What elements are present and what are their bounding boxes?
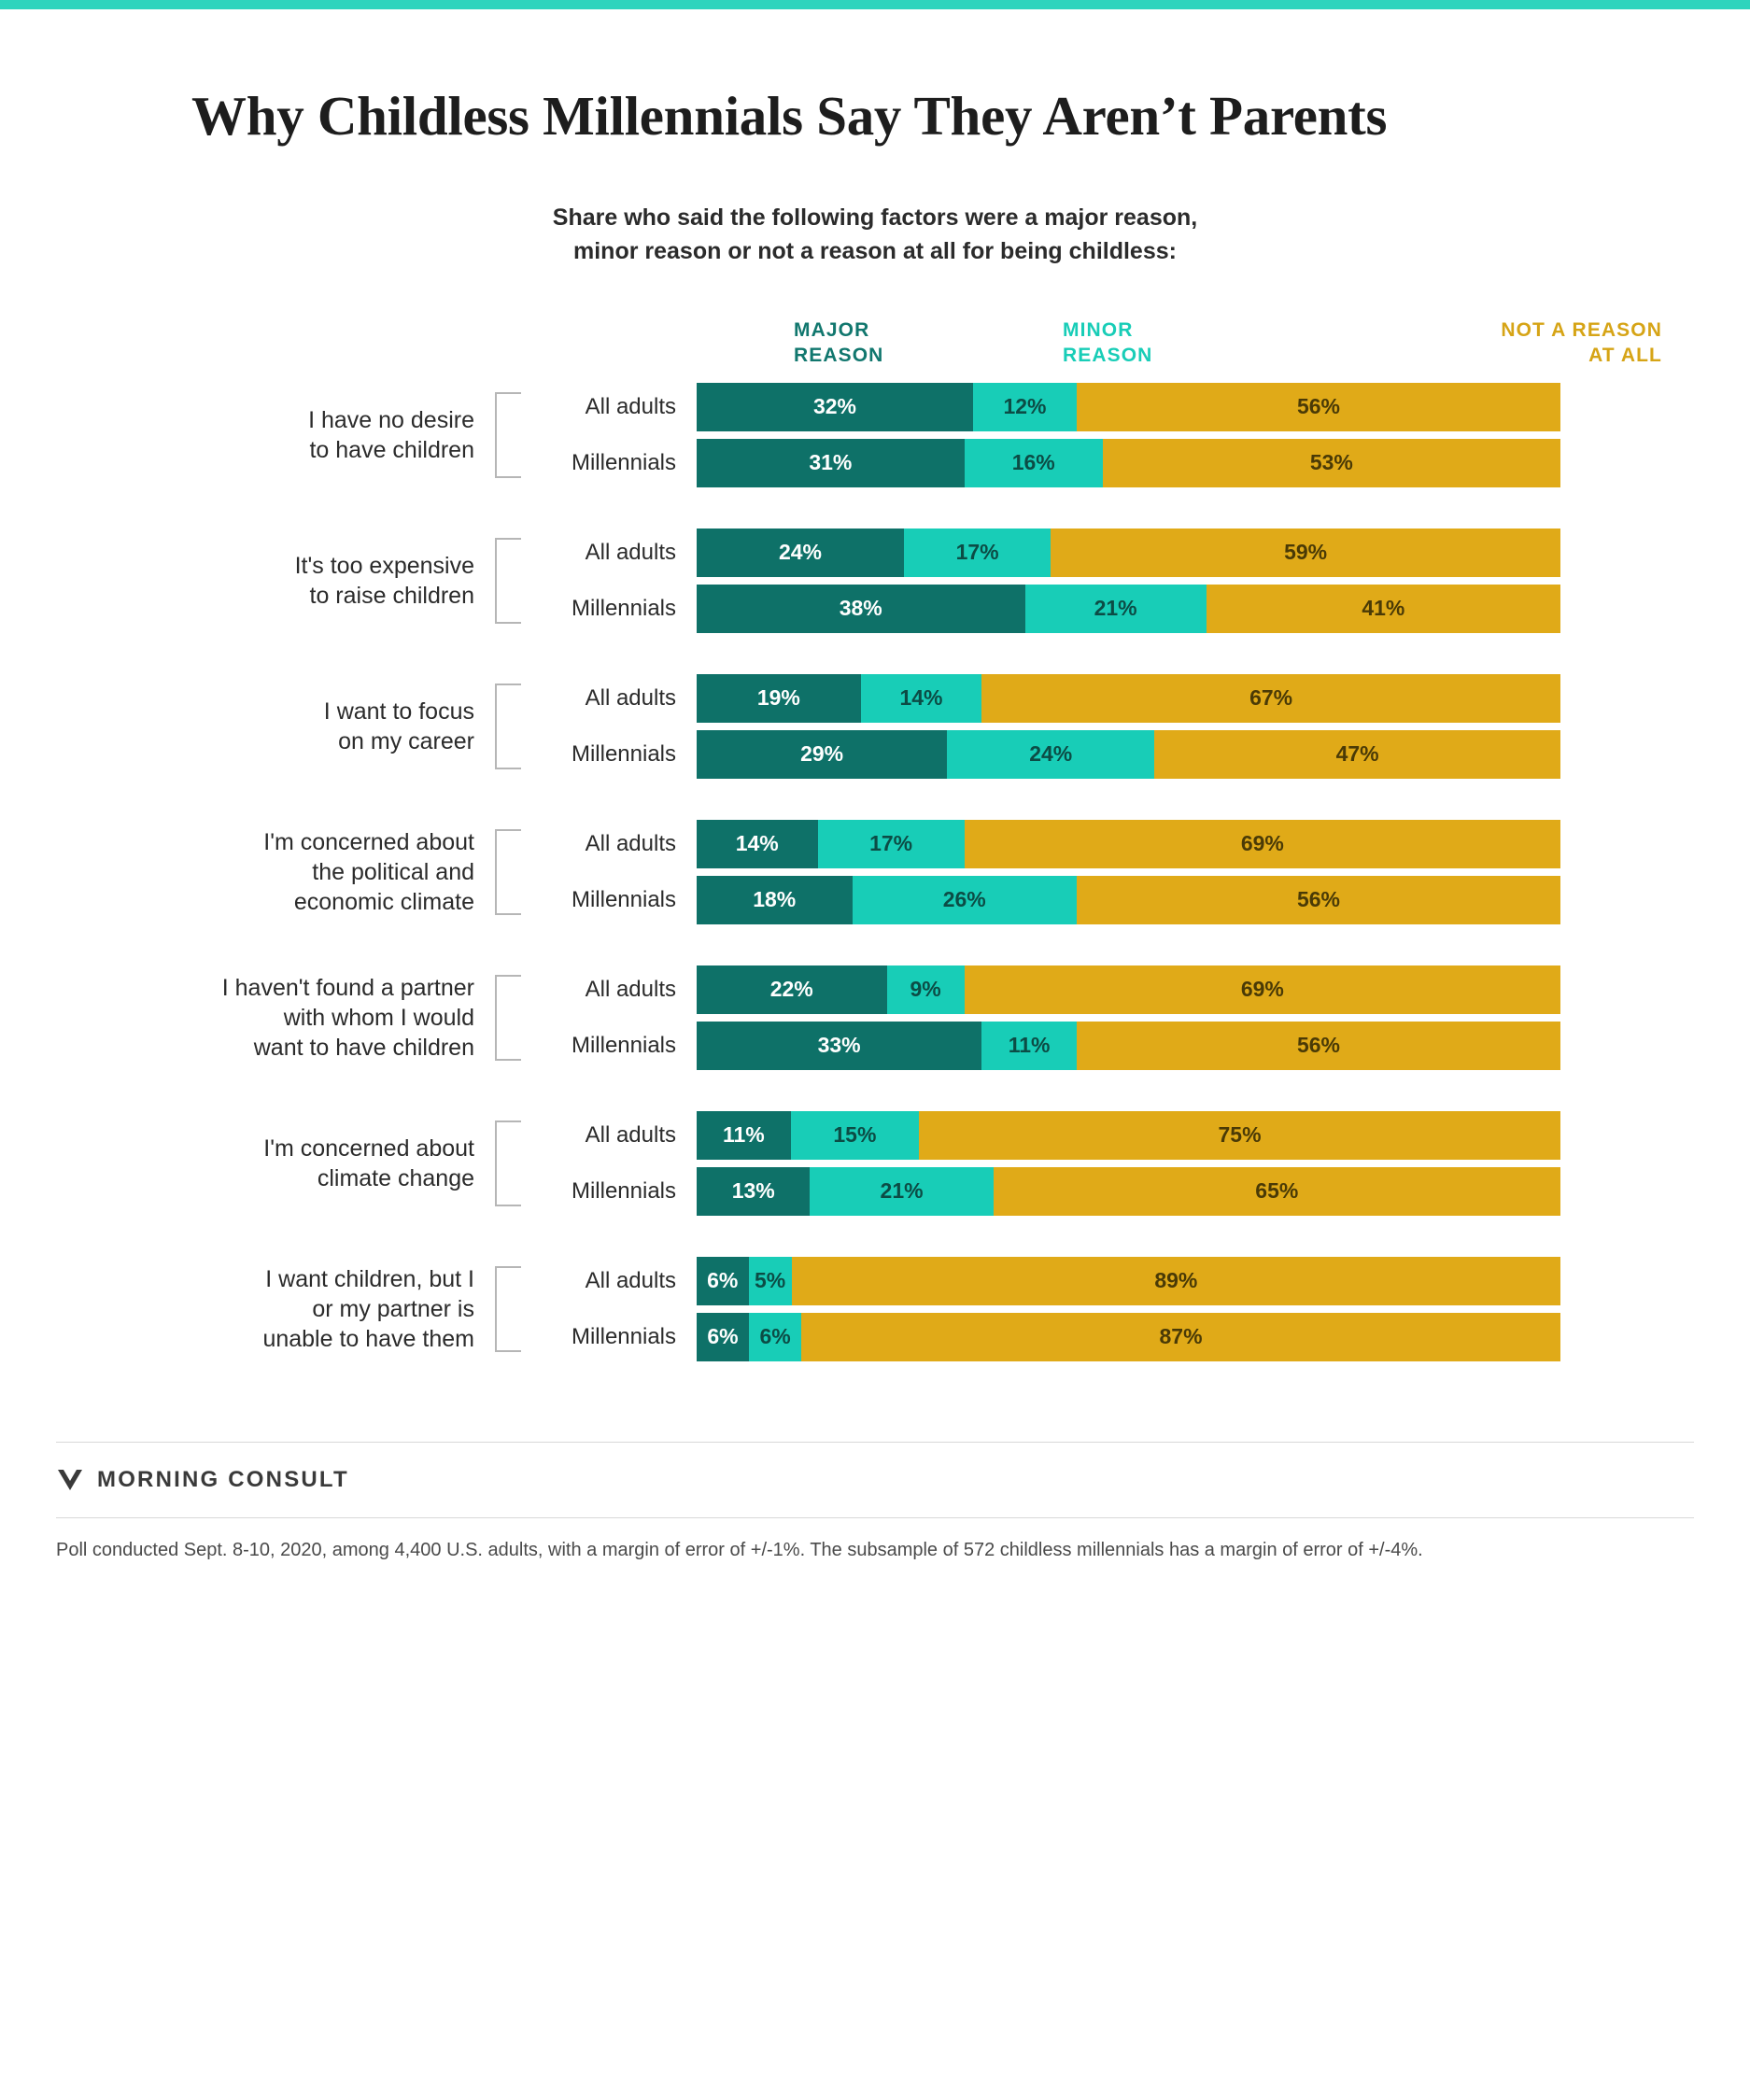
bar-segment-not-a-reason: 89% — [792, 1257, 1560, 1305]
bar-segment-minor-reason: 26% — [853, 876, 1078, 924]
legend-item-major-reason — [794, 317, 883, 369]
group-bracket — [495, 392, 521, 478]
category-label — [56, 405, 495, 465]
group-bracket — [495, 975, 521, 1061]
top-accent-bar — [0, 0, 1750, 9]
category-label-line: unable to have them — [262, 1325, 474, 1352]
category-label-line: I want children, but I — [265, 1265, 474, 1292]
bar-segment-not-a-reason: 69% — [965, 965, 1560, 1014]
legend-major-line-1: MAJOR — [794, 318, 870, 341]
group-rows — [521, 529, 1694, 633]
row-label: Millennials — [571, 1323, 676, 1349]
legend-none-line-1: NOT A REASON — [1501, 318, 1662, 341]
bar-segment-major-reason: 18% — [697, 876, 853, 924]
chart-group — [56, 529, 1694, 633]
chart-row — [521, 529, 1694, 577]
stacked-bar — [697, 383, 1560, 431]
brand-logo — [56, 1467, 1694, 1493]
chart-group-list — [56, 383, 1694, 1361]
category-label-line: It's too expensive — [294, 552, 474, 579]
group-rows — [521, 820, 1694, 924]
chart-group — [56, 1257, 1694, 1361]
category-label — [56, 827, 495, 917]
bar-segment-minor-reason: 6% — [749, 1313, 801, 1361]
category-label-line: I'm concerned about — [263, 828, 474, 855]
chart-row — [521, 439, 1694, 487]
chart-group — [56, 1111, 1694, 1216]
row-label: Millennials — [571, 1177, 676, 1204]
bar-segment-major-reason: 11% — [697, 1111, 791, 1160]
bar-segment-minor-reason: 16% — [965, 439, 1103, 487]
category-label — [56, 697, 495, 756]
category-label-line: to have children — [309, 436, 474, 463]
stacked-bar — [697, 1167, 1560, 1216]
bar-segment-not-a-reason: 56% — [1077, 1022, 1560, 1070]
row-label: All adults — [585, 393, 676, 419]
bar-segment-not-a-reason: 69% — [965, 820, 1560, 868]
legend-major-line-2: REASON — [794, 344, 884, 366]
methodology-note: Poll conducted Sept. 8-10, 2020, among 4,400 U.S. adults, with a margin of error of +/-1%. The subsample of 572 childless millennials has a margin of error of +/-4%. — [56, 1539, 1423, 1560]
stacked-bar — [697, 529, 1560, 577]
category-label-line: with whom I would — [283, 1004, 474, 1031]
category-label-line: want to have children — [253, 1034, 474, 1061]
bar-segment-major-reason: 33% — [697, 1022, 981, 1070]
group-rows — [521, 1257, 1694, 1361]
bar-segment-major-reason: 31% — [697, 439, 965, 487]
chart-legend — [794, 317, 1662, 383]
chart-row — [521, 383, 1694, 431]
chart-subtitle-line-1: Share who said the following factors were a major reason, — [552, 204, 1198, 231]
row-label: Millennials — [571, 740, 676, 767]
category-label — [56, 973, 495, 1063]
row-label: All adults — [585, 684, 676, 711]
bar-segment-major-reason: 24% — [697, 529, 904, 577]
stacked-bar — [697, 1111, 1560, 1160]
group-bracket — [495, 829, 521, 915]
category-label — [56, 1264, 495, 1354]
category-label-line: the political and — [312, 858, 474, 885]
category-label-line: on my career — [338, 727, 474, 754]
page-title: Why Childless Millennials Say They Aren’t Parents — [191, 85, 1388, 147]
category-label-line: climate change — [317, 1164, 474, 1191]
bar-segment-major-reason: 14% — [697, 820, 818, 868]
bar-segment-minor-reason: 14% — [861, 674, 982, 723]
bar-segment-major-reason: 13% — [697, 1167, 810, 1216]
stacked-bar — [697, 876, 1560, 924]
bar-segment-minor-reason: 5% — [749, 1257, 792, 1305]
chart-group — [56, 383, 1694, 487]
chart-group — [56, 674, 1694, 779]
category-label — [56, 1134, 495, 1193]
bar-segment-major-reason: 22% — [697, 965, 887, 1014]
row-label: All adults — [585, 976, 676, 1002]
chart-row — [521, 820, 1694, 868]
group-bracket — [495, 684, 521, 769]
bar-segment-not-a-reason: 56% — [1077, 383, 1560, 431]
stacked-bar — [697, 820, 1560, 868]
chart-group — [56, 820, 1694, 924]
chart-subtitle-line-2: minor reason or not a reason at all for being childless: — [573, 238, 1177, 265]
bar-segment-minor-reason: 11% — [981, 1022, 1077, 1070]
bar-segment-minor-reason: 24% — [947, 730, 1154, 779]
bar-segment-major-reason: 29% — [697, 730, 947, 779]
chart-row — [521, 1257, 1694, 1305]
group-rows — [521, 383, 1694, 487]
bar-segment-major-reason: 6% — [697, 1257, 749, 1305]
stacked-bar — [697, 1313, 1560, 1361]
bar-segment-not-a-reason: 65% — [994, 1167, 1560, 1216]
bar-segment-minor-reason: 21% — [1025, 585, 1207, 633]
bar-segment-not-a-reason: 47% — [1154, 730, 1560, 779]
chart-row — [521, 1111, 1694, 1160]
row-label: All adults — [585, 1267, 676, 1293]
bar-segment-major-reason: 6% — [697, 1313, 749, 1361]
bar-segment-minor-reason: 9% — [887, 965, 965, 1014]
bar-segment-not-a-reason: 56% — [1077, 876, 1560, 924]
chart-row — [521, 674, 1694, 723]
stacked-bar — [697, 1022, 1560, 1070]
row-label: All adults — [585, 1121, 676, 1148]
stacked-bar — [697, 585, 1560, 633]
chart-row — [521, 730, 1694, 779]
bar-segment-major-reason: 38% — [697, 585, 1025, 633]
group-bracket — [495, 1266, 521, 1352]
stacked-bar-chart — [56, 317, 1694, 1361]
chart-row — [521, 1022, 1694, 1070]
stacked-bar — [697, 1257, 1560, 1305]
brand-name: MORNING CONSULT — [97, 1466, 349, 1492]
bar-segment-not-a-reason: 67% — [981, 674, 1560, 723]
bar-segment-not-a-reason: 59% — [1051, 529, 1560, 577]
bar-segment-minor-reason: 17% — [904, 529, 1051, 577]
bar-segment-minor-reason: 17% — [818, 820, 965, 868]
group-rows — [521, 965, 1694, 1070]
row-label: Millennials — [571, 449, 676, 475]
group-bracket — [495, 1120, 521, 1206]
chart-row — [521, 965, 1694, 1014]
chart-row — [521, 876, 1694, 924]
legend-none-line-2: AT ALL — [1588, 344, 1662, 366]
legend-minor-line-2: REASON — [1063, 344, 1153, 366]
row-label: Millennials — [571, 595, 676, 621]
bar-segment-not-a-reason: 87% — [801, 1313, 1560, 1361]
legend-minor-line-1: MINOR — [1063, 318, 1134, 341]
page-container — [0, 84, 1750, 1564]
footer — [56, 1442, 1694, 1564]
bar-segment-minor-reason: 12% — [973, 383, 1077, 431]
chart-row — [521, 1313, 1694, 1361]
category-label-line: or my partner is — [312, 1295, 474, 1322]
bar-segment-minor-reason: 15% — [791, 1111, 919, 1160]
category-label-line: I have no desire — [308, 406, 474, 433]
category-label — [56, 551, 495, 611]
category-label-line: I haven't found a partner — [221, 974, 474, 1001]
row-label: Millennials — [571, 1032, 676, 1058]
row-label: All adults — [585, 539, 676, 565]
chart-subtitle — [408, 201, 1342, 269]
group-bracket — [495, 538, 521, 624]
stacked-bar — [697, 439, 1560, 487]
bar-segment-not-a-reason: 75% — [919, 1111, 1560, 1160]
footer-divider — [56, 1517, 1694, 1518]
legend-item-minor-reason — [1063, 317, 1152, 369]
category-label-line: I want to focus — [323, 698, 474, 725]
row-label: Millennials — [571, 886, 676, 912]
category-label-line: economic climate — [293, 888, 474, 915]
chart-group — [56, 965, 1694, 1070]
category-label-line: to raise children — [309, 582, 474, 609]
group-rows — [521, 674, 1694, 779]
group-rows — [521, 1111, 1694, 1216]
stacked-bar — [697, 730, 1560, 779]
bar-segment-minor-reason: 21% — [810, 1167, 993, 1216]
chart-row — [521, 585, 1694, 633]
bar-segment-not-a-reason: 41% — [1207, 585, 1560, 633]
chart-row — [521, 1167, 1694, 1216]
stacked-bar — [697, 965, 1560, 1014]
bar-segment-not-a-reason: 53% — [1103, 439, 1560, 487]
morning-consult-mark-icon — [56, 1468, 84, 1492]
bar-segment-major-reason: 32% — [697, 383, 973, 431]
stacked-bar — [697, 674, 1560, 723]
row-label: All adults — [585, 830, 676, 856]
bar-segment-major-reason: 19% — [697, 674, 861, 723]
legend-item-not-a-reason — [1317, 317, 1662, 369]
category-label-line: I'm concerned about — [263, 1135, 474, 1162]
